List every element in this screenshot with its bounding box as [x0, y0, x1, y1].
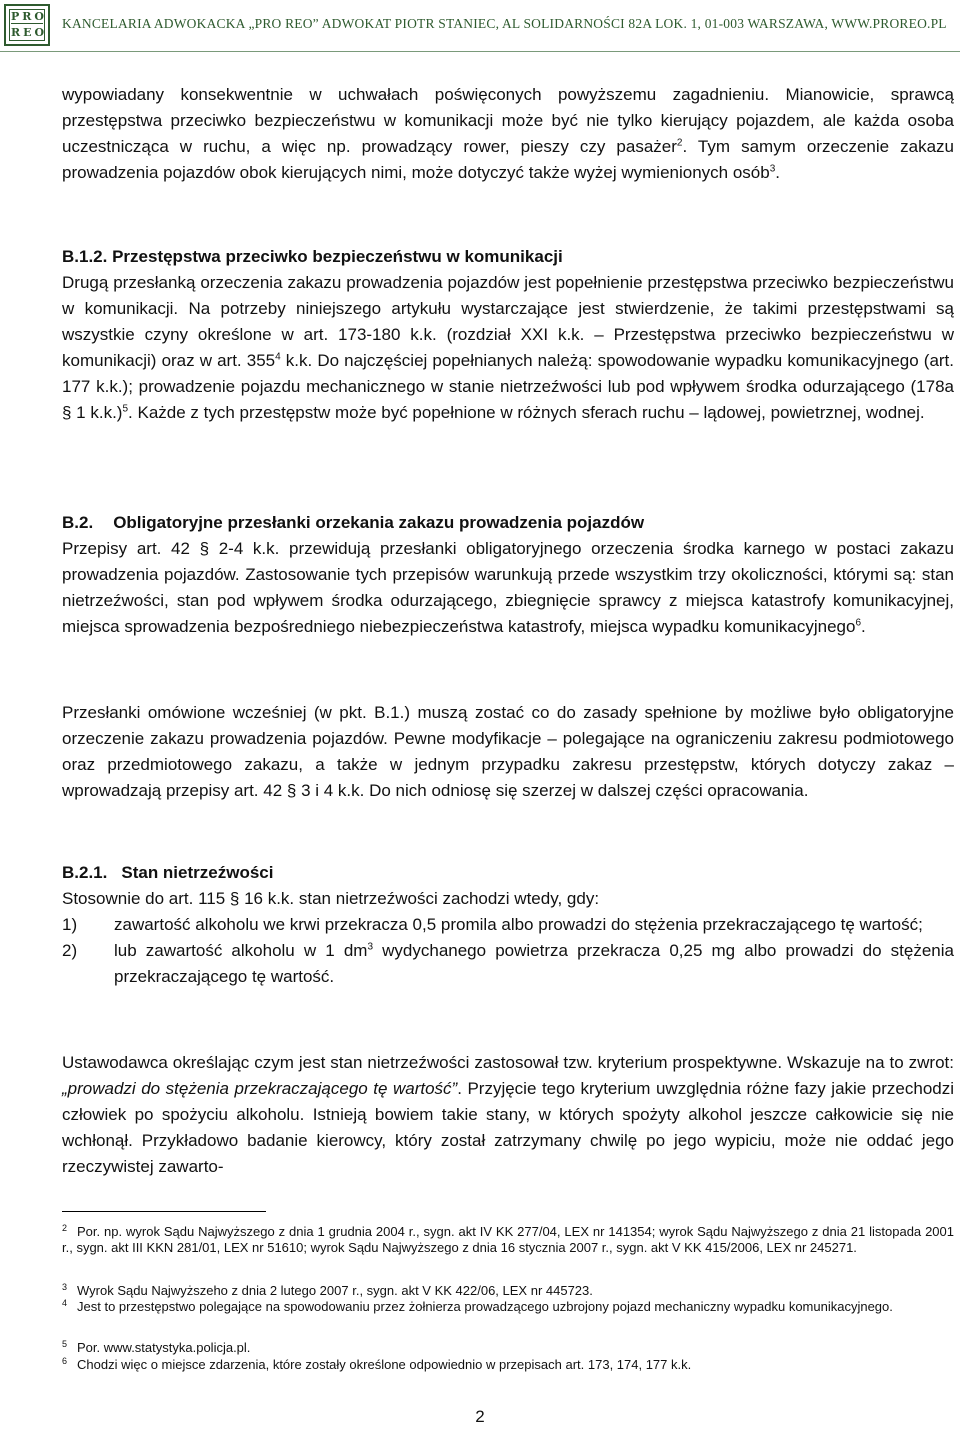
law-firm-logo [4, 4, 50, 46]
section-b-2-1 [62, 860, 954, 990]
section-intro: Stosownie do art. 115 § 16 k.k. stan nietrzeźwości zachodzi wtedy, gdy: [62, 889, 600, 908]
section-b-1-2: B.1.2. Przestępstwa przeciwko bezpieczeństwu w komunikacji Drugą przesłanką orzeczenia zakazu prowadzenia pojazdów jest popełnienie przestępstwa przeciwko bezpieczeństwu w komunikacji. Na potrzeby niniejszego artykułu wystarczające jest stwierdzenie, że takimi przestępstwami są wszystkie czyny określone w art. 173-180 k.k. (rozdział XXI k.k. – Przestępstwa przeciwko bezpieczeństwu w komunikacji) oraz w art. $355^4$ k.k. Do najczęściej popełnianych należą: spowodowanie wypadku komunikacyjnego (art. 177 k.k.); prowadzenie pojazdu mechanicznego w stanie nietrzeźwości lub pod wpływem środka odurzającego (178a § 1 k.k.)$^5$. Każde z tych przestępstw może być popełnione w różnych sferach ruchu – lądowej, powietrznej, wodnej. [62, 244, 954, 426]
footnote-separator [62, 1211, 266, 1212]
header-divider [0, 51, 960, 52]
footnote-2: $^2$ Por. np. wyrok Sądu Najwyższego z dnia 1 grudnia 2004 r., sygn. akt IV KK 277/04, LEX nr 141354; wyrok Sądu Najwyższego z dnia 21 listopada 2001 r., sygn. akt III KKN 281/01, LEX nr 51610; wyrok Sądu Najwyższego z dnia 16 stycznia 2007 r., sygn. akt V KK 415/2006, LEX nr 245271. [62, 1222, 954, 1255]
paragraph-premises: Przesłanki omówione wcześniej (w pkt. B.1.) muszą zostać co do zasady spełnione by możliwe było obligatoryjne orzeczenie zakazu prowadzenia pojazdów. Pewne modyfikacje – polegające na ograniczeniu zakresu podmiotowego oraz przedmiotowego zakazu, a także w jednym przypadku zakresu przestępstw, których dotyczy zakaz – wprowadzają przepisy art. 42 § 3 i 4 k.k. Do nich odniosę się szerzej w dalszej części opracowania. [62, 703, 954, 800]
footnote-ref-6[interactable]: 6 [855, 617, 862, 629]
quoted-phrase: „prowadzi do stężenia przekraczającego tę wartość” [62, 1079, 458, 1098]
section-heading: B.1.2. Przestępstwa przeciwko bezpieczeństwu w komunikacji [62, 247, 563, 266]
page-header [0, 0, 960, 52]
footnote-ref-2[interactable]: 2 [676, 137, 683, 149]
header-address: KANCELARIA ADWOKACKA „PRO REO” ADWOKAT PIOTR STANIEC, AL SOLIDARNOŚCI 82A LOK. 1, 01-003 WARSZAWA, WWW.PROREO.PL [62, 16, 947, 31]
footnote-3: $^3$ Wyrok Sądu Najwyższeho z dnia 2 lutego 2007 r., sygn. akt V KK 422/06, LEX nr 445723. [62, 1281, 593, 1298]
footnote-ref-4[interactable]: 4 [275, 351, 281, 363]
list-item: 2) lub zawartość alkoholu w 1 $dm^3$ wydychanego powietrza przekracza 0,25 mg albo prowadzi do stężenia przekraczającego tę wartość. [62, 941, 954, 986]
section-heading: B.2.1. Stan nietrzeźwości [62, 863, 274, 882]
section-heading: B.2. Obligatoryjne przesłanki orzekania zakazu prowadzenia pojazdów [62, 513, 645, 532]
footnote-6: $^6$ Chodzi więc o miejsce zdarzenia, które zostały określone odpowiednio w przepisach art. 173, 174, 177 k.k. [62, 1355, 692, 1372]
footnote-ref-5[interactable]: 5 [122, 403, 129, 415]
section-b-2: B.2. Obligatoryjne przesłanki orzekania zakazu prowadzenia pojazdów Przepisy art. 42 § 2-4 k.k. przewidują przesłanki obligatoryjnego orzeczenia środka karnego w postaci zakazu prowadzenia pojazdów. Zastosowanie tych przepisów warunkują przede wszystkim trzy okoliczności, którymi są: stan nietrzeźwości, stan pod wpływem środka odurzającego, zbiegnięcie sprawcy z miejsca katastrofy komunikacyjnej, miejsca sprowadzenia bezpośredniego niebezpieczeństwa katastrofy, miejsca wypadku komunikacyjnego$^6$. [62, 510, 954, 640]
page-number: 2 [475, 1407, 485, 1426]
footnote-4: $^4$ Jest to przestępstwo polegające na spowodowaniu przez żołnierza prowadzącego uzbrojony pojazd mechaniczny wypadku komunikacyjnego. [62, 1297, 893, 1314]
logo-text-top: PRO [11, 10, 47, 23]
footnote-ref-3[interactable]: 3 [769, 163, 776, 175]
paragraph-intro: wypowiadany konsekwentnie w uchwałach poświęconych powyższemu zagadnieniu. Mianowicie, sprawcą przestępstwa przeciwko bezpieczeństwu w komunikacji może być nie tylko kierujący pojazdem, ale każda osoba uczestnicząca w ruchu, a więc np. prowadzący rower, pieszy czy pasażer$^2$. Tym samym orzeczenie zakazu prowadzenia pojazdów obok kierujących nimi, może dotyczyć także wyżej wymienionych osób$^3$. [62, 85, 954, 182]
list-item: 1) zawartość alkoholu we krwi przekracza 0,5 promila albo prowadzi do stężenia przekraczającego tę wartość; [62, 915, 923, 934]
footnote-5: $^5$ Por. www.statystyka.policja.pl. [62, 1338, 251, 1355]
logo-text-bottom: REO [11, 26, 48, 39]
paragraph-prospective-criterion: Ustawodawca określając czym jest stan nietrzeźwości zastosował tzw. kryterium prospektywne. Wskazuje na to zwrot: „prowadzi do stężenia przekraczającego tę wartość”. Przyjęcie tego kryterium uwzględnia różne fazy jakie przechodzi człowiek po spożyciu alkoholu. Istnieją bowiem takie stany, w których spożyty alkohol jeszcze całkowicie się nie wchłonął. Przykładowo badanie kierowcy, który został zatrzymany chwilę po jego wypiciu, może nie oddać jego rzeczywistej zawarto- [62, 1053, 955, 1176]
